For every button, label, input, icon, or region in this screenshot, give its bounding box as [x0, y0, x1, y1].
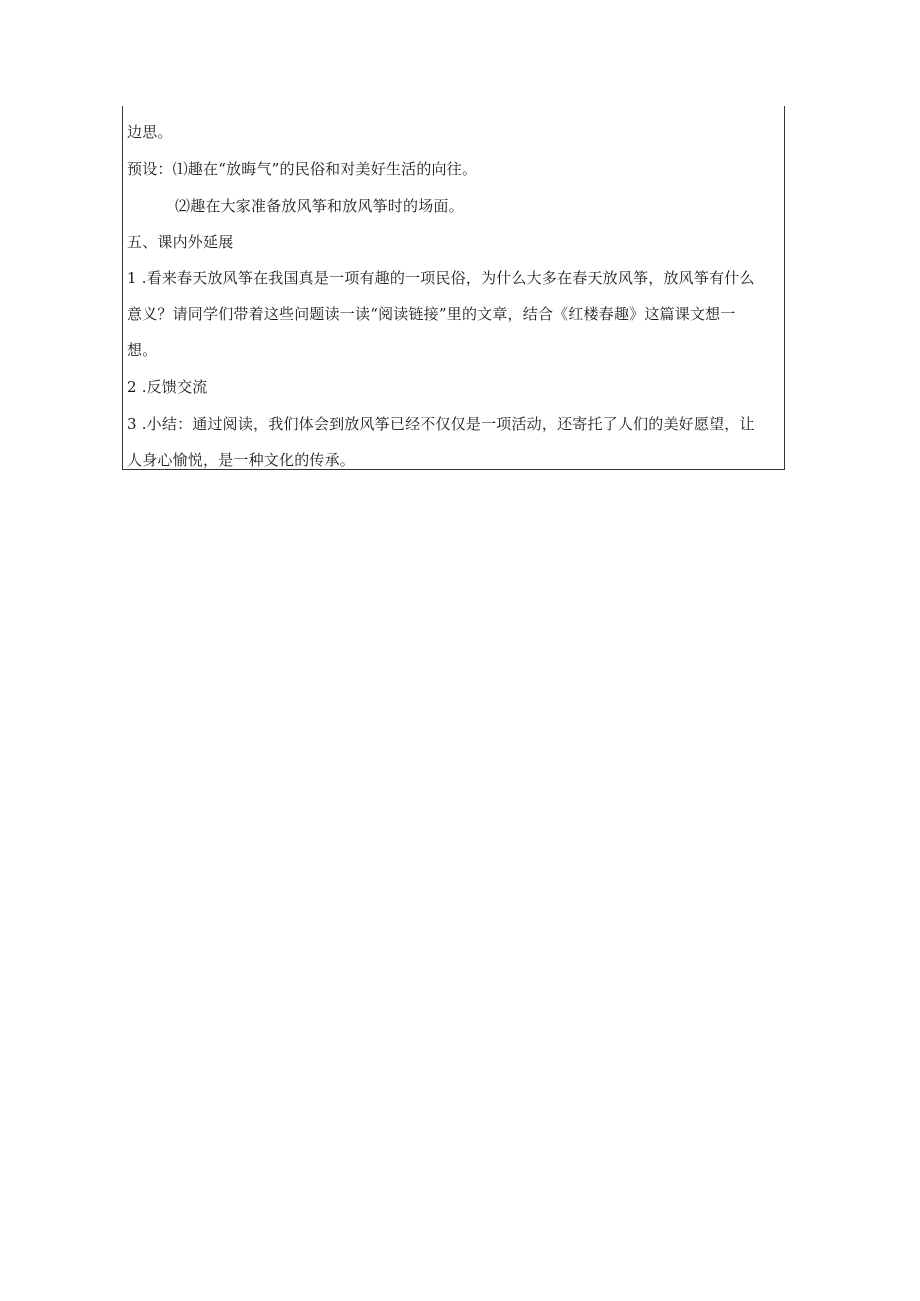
text-line-continuation: 边思。 — [127, 123, 173, 141]
section-heading-extension: 五、课内外延展 — [127, 233, 234, 251]
text-line-item-1c: 想。 — [127, 341, 158, 359]
text-line-item-1b: 意义？请同学们带着这些问题读一读“阅读链接”里的文章，结合《红楼春趣》这篇课文想一 — [127, 305, 736, 323]
text-line-item-2: 2 .反馈交流 — [127, 378, 208, 396]
text-line-preset-2: ⑵趣在大家准备放风筝和放风筝时的场面。 — [175, 197, 464, 215]
text-line-item-1a: 1 .看来春天放风筝在我国真是一项有趣的一项民俗，为什么大多在春天放风筝，放风筝有什么 — [127, 269, 755, 287]
text-line-item-3a: 3 .小结：通过阅读，我们体会到放风筝已经不仅仅是一项活动，还寄托了人们的美好愿望，让 — [127, 415, 755, 433]
text-line-item-3b: 人身心愉悦，是一种文化的传承。 — [127, 451, 356, 469]
text-line-preset-1: 预设：⑴趣在“放晦气”的民俗和对美好生活的向往。 — [127, 160, 478, 178]
